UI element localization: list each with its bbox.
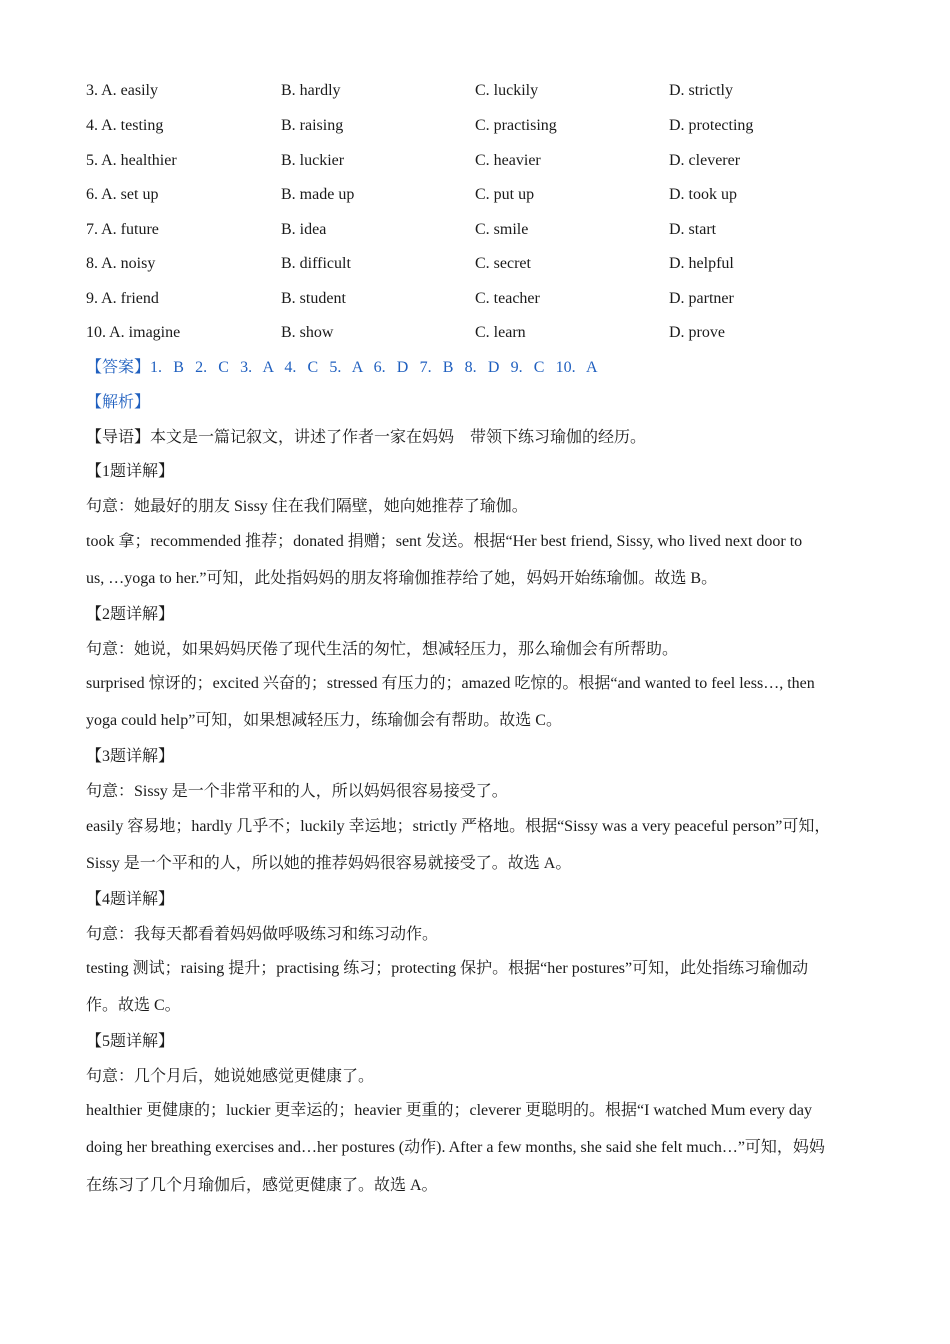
option-b: B. luckier — [281, 152, 345, 169]
section-heading-4: 【4题详解】 — [86, 891, 175, 908]
answer-values: 1. B 2. C 3. A 4. C 5. A 6. D 7. B 8. D 9. C 10. A — [150, 359, 598, 376]
option-b: B. difficult — [281, 255, 351, 272]
option-b: B. student — [281, 290, 346, 307]
option-a: 4. A. testing — [86, 117, 164, 134]
option-a: 6. A. set up — [86, 186, 159, 203]
option-row — [0, 322, 950, 344]
explanation-line: yoga could help”可知，如果想减轻压力，练瑜伽会有帮助。故选 C。 — [86, 712, 562, 729]
option-c: C. smile — [475, 221, 529, 238]
option-c: C. put up — [475, 186, 535, 203]
answer-tag: 【答案】 — [86, 359, 151, 376]
option-row — [0, 253, 950, 275]
explanation-line: testing 测试；raising 提升；practising 练习；protecting 保护。根据“her postures”可知，此处指练习瑜伽动 — [86, 960, 809, 977]
option-row — [0, 288, 950, 310]
option-row — [0, 219, 950, 241]
option-d: D. cleverer — [669, 152, 741, 169]
option-c: C. luckily — [475, 82, 539, 99]
sentence-meaning: 句意：她说，如果妈妈厌倦了现代生活的匆忙，想减轻压力，那么瑜伽会有所帮助。 — [86, 641, 679, 658]
option-c: C. learn — [475, 324, 526, 341]
explanation-line: 在练习了几个月瑜伽后，感觉更健康了。故选 A。 — [86, 1177, 438, 1194]
option-b: B. show — [281, 324, 334, 341]
option-a: 3. A. easily — [86, 82, 158, 99]
option-a: 8. A. noisy — [86, 255, 156, 272]
option-d: D. partner — [669, 290, 734, 307]
explanation-line: Sissy 是一个平和的人，所以她的推荐妈妈很容易就接受了。故选 A。 — [86, 855, 572, 872]
option-d: D. helpful — [669, 255, 734, 272]
option-a: 5. A. healthier — [86, 152, 177, 169]
intro-line: 【导语】本文是一篇记叙文，讲述了作者一家在妈妈 带领下练习瑜伽的经历。 — [86, 429, 647, 446]
option-c: C. secret — [475, 255, 531, 272]
explanation-line: surprised 惊讶的；excited 兴奋的；stressed 有压力的；amazed 吃惊的。根据“and wanted to feel less…, then — [86, 675, 815, 692]
explanation-line: doing her breathing exercises and…her postures (动作). After a few months, she said she felt much…”可知，妈妈 — [86, 1139, 825, 1156]
option-a: 7. A. future — [86, 221, 159, 238]
option-b: B. raising — [281, 117, 344, 134]
sentence-meaning: 句意：几个月后，她说她感觉更健康了。 — [86, 1068, 375, 1085]
option-row — [0, 150, 950, 172]
explanation-line: 作。故选 C。 — [86, 997, 181, 1014]
option-row — [0, 80, 950, 102]
option-b: B. made up — [281, 186, 355, 203]
sentence-meaning: 句意：我每天都看着妈妈做呼吸练习和练习动作。 — [86, 926, 439, 943]
sentence-meaning: 句意：她最好的朋友 Sissy 住在我们隔壁，她向她推荐了瑜伽。 — [86, 498, 528, 515]
section-heading-3: 【3题详解】 — [86, 748, 175, 765]
section-heading-1: 【1题详解】 — [86, 463, 175, 480]
option-b: B. hardly — [281, 82, 341, 99]
option-row — [0, 115, 950, 137]
option-b: B. idea — [281, 221, 327, 238]
explanation-line: us, …yoga to her.”可知，此处指妈妈的朋友将瑜伽推荐给了她，妈妈开始练瑜伽。故选 B。 — [86, 570, 718, 587]
option-c: C. teacher — [475, 290, 540, 307]
sentence-meaning: 句意：Sissy 是一个非常平和的人，所以妈妈很容易接受了。 — [86, 783, 508, 800]
option-a: 9. A. friend — [86, 290, 159, 307]
answer-line — [86, 357, 598, 379]
explanation-line: took 拿；recommended 推荐；donated 捐赠；sent 发送。根据“Her best friend, Sissy, who lived next door to — [86, 533, 803, 550]
option-c: C. heavier — [475, 152, 541, 169]
option-d: D. strictly — [669, 82, 733, 99]
analysis-tag: 【解析】 — [86, 394, 151, 411]
option-a: 10. A. imagine — [86, 324, 181, 341]
option-d: D. prove — [669, 324, 725, 341]
section-heading-5: 【5题详解】 — [86, 1033, 175, 1050]
option-c: C. practising — [475, 117, 557, 134]
explanation-line: healthier 更健康的；luckier 更幸运的；heavier 更重的；cleverer 更聪明的。根据“I watched Mum every day — [86, 1102, 813, 1119]
section-heading-2: 【2题详解】 — [86, 606, 175, 623]
explanation-line: easily 容易地；hardly 几乎不；luckily 幸运地；strictly 严格地。根据“Sissy was a very peaceful person”可知， — [86, 818, 831, 835]
option-d: D. protecting — [669, 117, 754, 134]
option-d: D. start — [669, 221, 717, 238]
option-d: D. took up — [669, 186, 737, 203]
option-row — [0, 184, 950, 206]
